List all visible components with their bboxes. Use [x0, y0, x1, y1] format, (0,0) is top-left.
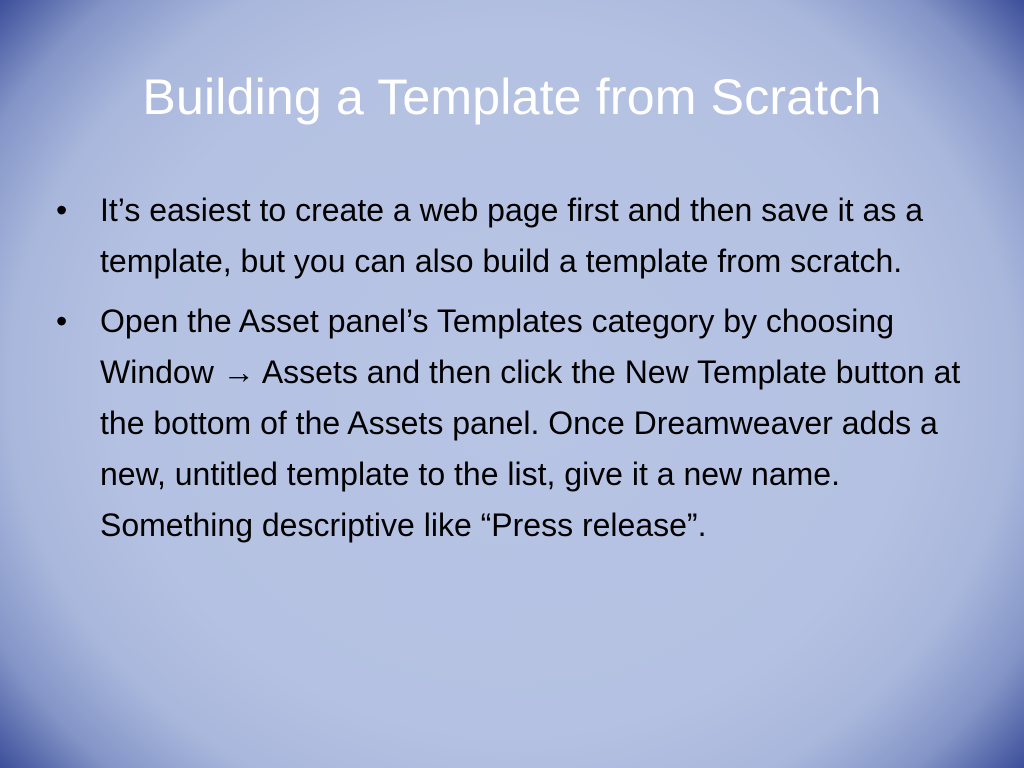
bullet-marker-icon: • — [56, 303, 68, 339]
bullet-item — [56, 185, 976, 287]
slide-title: Building a Template from Scratch — [142, 69, 882, 125]
bullet-text: Open the Asset panel’s Templates category by choosing Window → Assets and then click the New Template button at the bottom of the Assets panel. Once Dreamweaver adds a new, untitled template to the list, give it a new name. Something descriptive like “Press release”. — [100, 303, 961, 543]
bullet-item — [56, 296, 976, 551]
bullet-text: It’s easiest to create a web page first and then save it as a template, but you can also build a template from scratch. — [100, 192, 923, 279]
bullet-list — [56, 185, 976, 560]
bullet-marker-icon: • — [56, 192, 68, 228]
